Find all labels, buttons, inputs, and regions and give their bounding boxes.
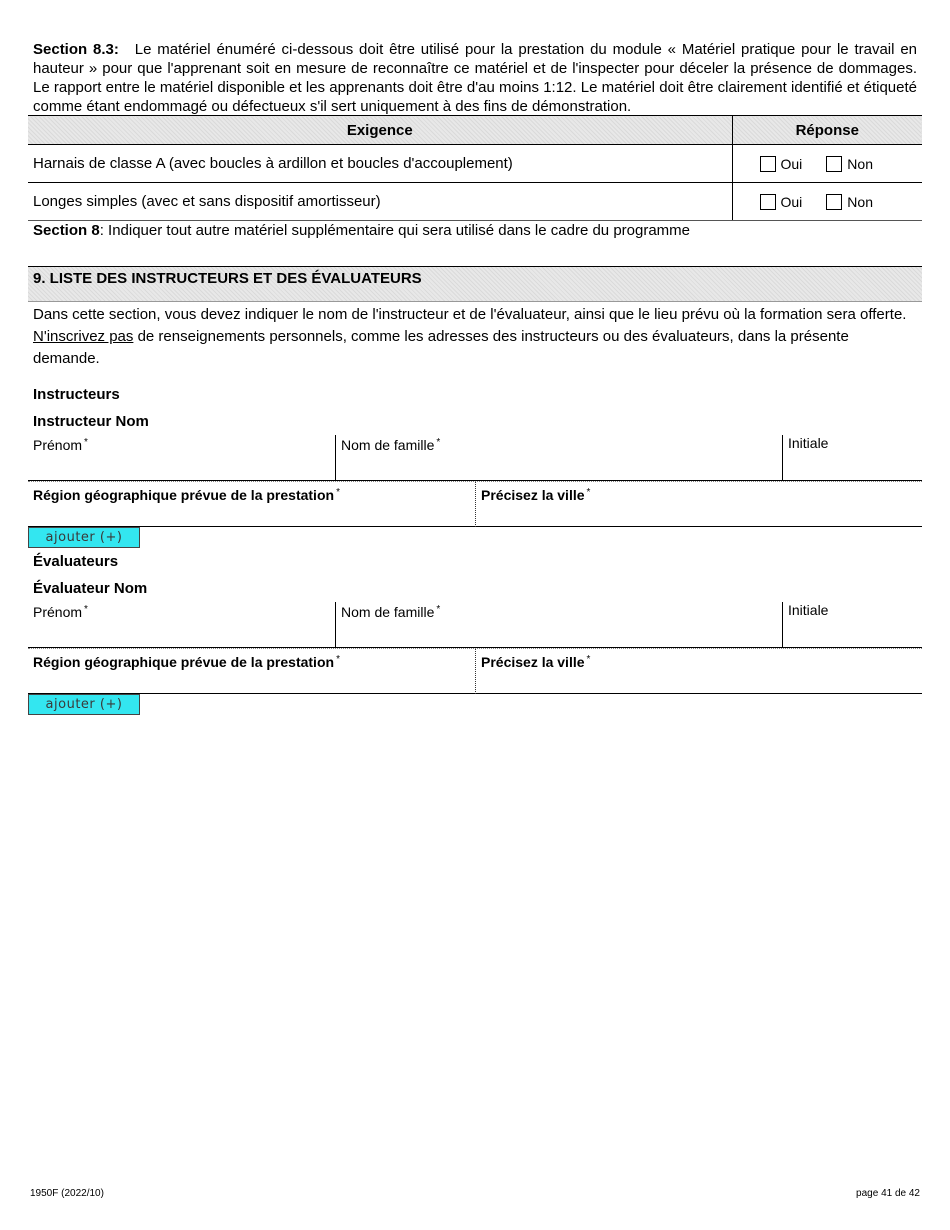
section-9-desc-part2: de renseignements personnels, comme les adresses des instructeurs ou des évaluateurs, dans la présente demande.	[33, 328, 849, 367]
form-id: 1950F (2022/10)	[30, 1188, 104, 1199]
initial-label: Initiale	[788, 435, 829, 451]
col-response-header: Réponse	[732, 116, 922, 145]
instructor-name-subheading: Instructeur Nom	[33, 413, 149, 430]
city-label: Précisez la ville	[481, 487, 585, 503]
col-requirement-header: Exigence	[28, 116, 732, 145]
evaluator-name-subheading: Évaluateur Nom	[33, 580, 148, 597]
section-9-header	[28, 266, 922, 302]
section-9-desc-part1: Dans cette section, vous devez indiquer le nom de l'instructeur et de l'évaluateur, ainsi que le lieu prévu où la formation sera offerte.	[33, 306, 907, 323]
instructor-location-row	[28, 481, 922, 527]
evaluator-first-name-field[interactable]	[28, 602, 335, 648]
instructor-city-field[interactable]	[475, 482, 922, 527]
required-mark: *	[336, 654, 340, 665]
last-name-label: Nom de famille	[341, 437, 435, 453]
add-evaluator-button[interactable]: ajouter (+)	[28, 694, 140, 715]
response-cell	[732, 145, 922, 183]
no-checkbox[interactable]	[826, 194, 842, 210]
first-name-label: Prénom	[33, 604, 83, 620]
required-mark: *	[436, 437, 441, 448]
evaluator-name-row	[28, 602, 922, 648]
instructor-name-row	[28, 435, 922, 481]
no-label: Non	[847, 193, 873, 210]
response-cell	[732, 183, 922, 221]
yes-label: Oui	[780, 193, 803, 210]
table-header-row	[28, 116, 922, 145]
instructor-last-name-field[interactable]	[335, 435, 782, 481]
initial-label: Initiale	[788, 602, 829, 618]
required-mark: *	[84, 604, 88, 615]
last-name-label: Nom de famille	[341, 604, 435, 620]
table-row	[28, 183, 922, 221]
region-label: Région géographique prévue de la prestation	[33, 654, 335, 670]
no-checkbox[interactable]	[826, 156, 842, 172]
table-row	[28, 145, 922, 183]
section-9-description	[33, 304, 913, 370]
section-9-title: 9. LISTE DES INSTRUCTEURS ET DES ÉVALUATEURS	[33, 270, 422, 287]
instructors-heading: Instructeurs	[33, 386, 120, 403]
first-name-label: Prénom	[33, 437, 83, 453]
evaluator-region-field[interactable]	[28, 649, 475, 694]
required-mark: *	[586, 487, 591, 498]
page-number: page 41 de 42	[856, 1188, 920, 1199]
section-8-note	[33, 222, 690, 239]
requirement-cell: Longes simples (avec et sans dispositif amortisseur)	[28, 183, 732, 221]
section-8-3-label: Section 8.3:	[33, 41, 119, 58]
required-mark: *	[336, 487, 340, 498]
city-label: Précisez la ville	[481, 654, 585, 670]
section-8-3-text: Le matériel énuméré ci-dessous doit être utilisé pour la prestation du module « Matériel pratique pour le travail en hauteur » pour que l'apprenant soit en mesure de reconnaître ce matériel et de l'inspecter pour déceler la présence de dommages. Le rapport entre le matériel disponible et les apprenants doit être d'au moins 1:12. Le matériel doit être clairement identifié et étiqueté comme étant endommagé ou défectueux s'il sert uniquement à des fins de démonstration.	[33, 41, 917, 115]
equipment-requirements-table	[28, 115, 922, 221]
yes-checkbox[interactable]	[760, 194, 776, 210]
section-8-note-text: : Indiquer tout autre matériel supplémentaire qui sera utilisé dans le cadre du programme	[99, 222, 691, 239]
instructor-region-field[interactable]	[28, 482, 475, 527]
no-label: Non	[847, 155, 873, 172]
evaluators-heading: Évaluateurs	[33, 553, 119, 570]
evaluator-city-field[interactable]	[475, 649, 922, 694]
required-mark: *	[84, 437, 88, 448]
required-mark: *	[436, 604, 441, 615]
instructor-first-name-field[interactable]	[28, 435, 335, 481]
yes-label: Oui	[780, 155, 803, 172]
instructor-initial-field[interactable]	[782, 435, 922, 481]
yes-checkbox[interactable]	[760, 156, 776, 172]
section-8-3-paragraph	[33, 40, 917, 116]
add-instructor-button[interactable]: ajouter (+)	[28, 527, 140, 548]
requirement-cell: Harnais de classe A (avec boucles à ardillon et boucles d'accouplement)	[28, 145, 732, 183]
section-8-label: Section 8	[33, 222, 100, 239]
evaluator-initial-field[interactable]	[782, 602, 922, 648]
evaluator-location-row	[28, 648, 922, 694]
region-label: Région géographique prévue de la prestation	[33, 487, 335, 503]
required-mark: *	[586, 654, 591, 665]
section-9-desc-underlined: N'inscrivez pas	[33, 328, 134, 345]
evaluator-last-name-field[interactable]	[335, 602, 782, 648]
